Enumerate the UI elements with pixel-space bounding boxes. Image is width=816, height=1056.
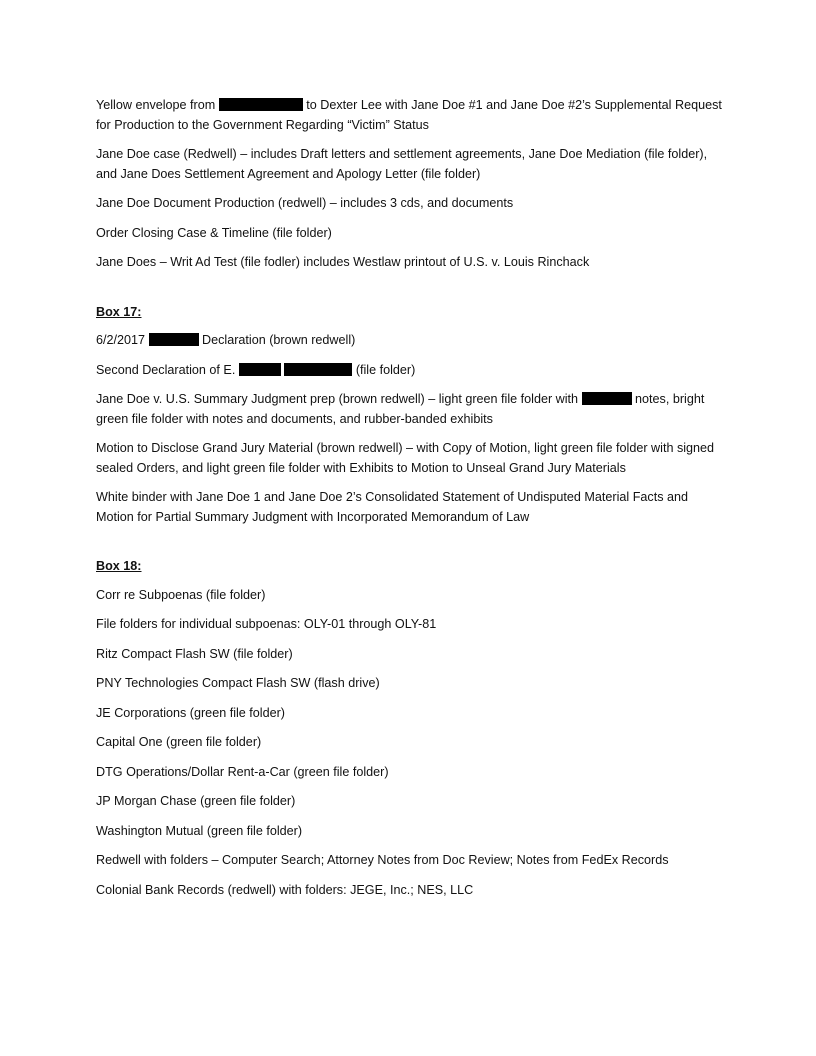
item-text: Jane Doe v. U.S. Summary Judgment prep (brown redwell) – light green file folder with [96,392,579,406]
list-item: Jane Doe Document Production (redwell) – includes 3 cds, and documents [96,196,514,210]
list-item: JP Morgan Chase (green file folder) [96,794,296,808]
item-text: notes, bright green file folder with notes and documents, and rubber-banded exhibits [96,392,705,426]
item-text: Second Declaration of E. [96,362,236,377]
list-item: Jane Does – Writ Ad Test (file fodler) includes Westlaw printout of U.S. v. Louis Rinchack [96,255,590,269]
list-item: Capital One (green file folder) [96,735,262,749]
box-18-heading: Box 18: [96,559,142,573]
list-item: Order Closing Case & Timeline (file folder) [96,225,332,240]
list-item: White binder with Jane Doe 1 and Jane Doe 2’s Consolidated Statement of Undisputed Material Facts and Motion for Partial Summary Judgment with Incorporated Memorandum of Law [96,490,689,524]
redaction-block [284,363,352,376]
item-text: to Dexter Lee with Jane Doe #1 and Jane Doe #2’s Supplemental Request for Production to the Government Regarding “Victim” Status [96,98,722,132]
list-item [96,96,726,135]
list-item: File folders for individual subpoenas: OLY-01 through OLY-81 [96,617,437,631]
document-page [96,96,726,910]
list-item: Jane Doe case (Redwell) – includes Draft letters and settlement agreements, Jane Doe Mediation (file folder), and Jane Does Settlement Agreement and Apology Letter (file folder) [96,147,708,181]
item-text: (file folder) [355,362,416,377]
list-item: DTG Operations/Dollar Rent-a-Car (green file folder) [96,764,389,779]
list-item: Ritz Compact Flash SW (file folder) [96,646,293,661]
section-continued [96,96,726,273]
list-item: PNY Technologies Compact Flash SW (flash drive) [96,676,380,690]
list-item [96,361,726,381]
redaction-block [239,363,281,376]
item-text: 6/2/2017 [96,333,146,347]
list-item: Motion to Disclose Grand Jury Material (brown redwell) – with Copy of Motion, light green file folder with signed sealed Orders, and light green file folder with Exhibits to Motion to Unseal Grand Jury Materials [96,441,715,475]
box-17-heading: Box 17: [96,304,142,319]
redaction-block [582,392,632,405]
section-box-17 [96,303,726,528]
redaction-block [219,98,303,111]
item-text: Yellow envelope from [96,98,216,112]
section-box-18 [96,557,726,900]
list-item: Redwell with folders – Computer Search; Attorney Notes from Doc Review; Notes from FedEx Records [96,853,669,867]
list-item [96,331,726,351]
list-item: Washington Mutual (green file folder) [96,823,303,838]
redaction-block [149,333,199,346]
list-item: Corr re Subpoenas (file folder) [96,587,266,602]
list-item: Colonial Bank Records (redwell) with folders: JEGE, Inc.; NES, LLC [96,882,474,897]
list-item [96,390,726,429]
list-item: JE Corporations (green file folder) [96,705,285,720]
item-text: Declaration (brown redwell) [202,333,356,347]
